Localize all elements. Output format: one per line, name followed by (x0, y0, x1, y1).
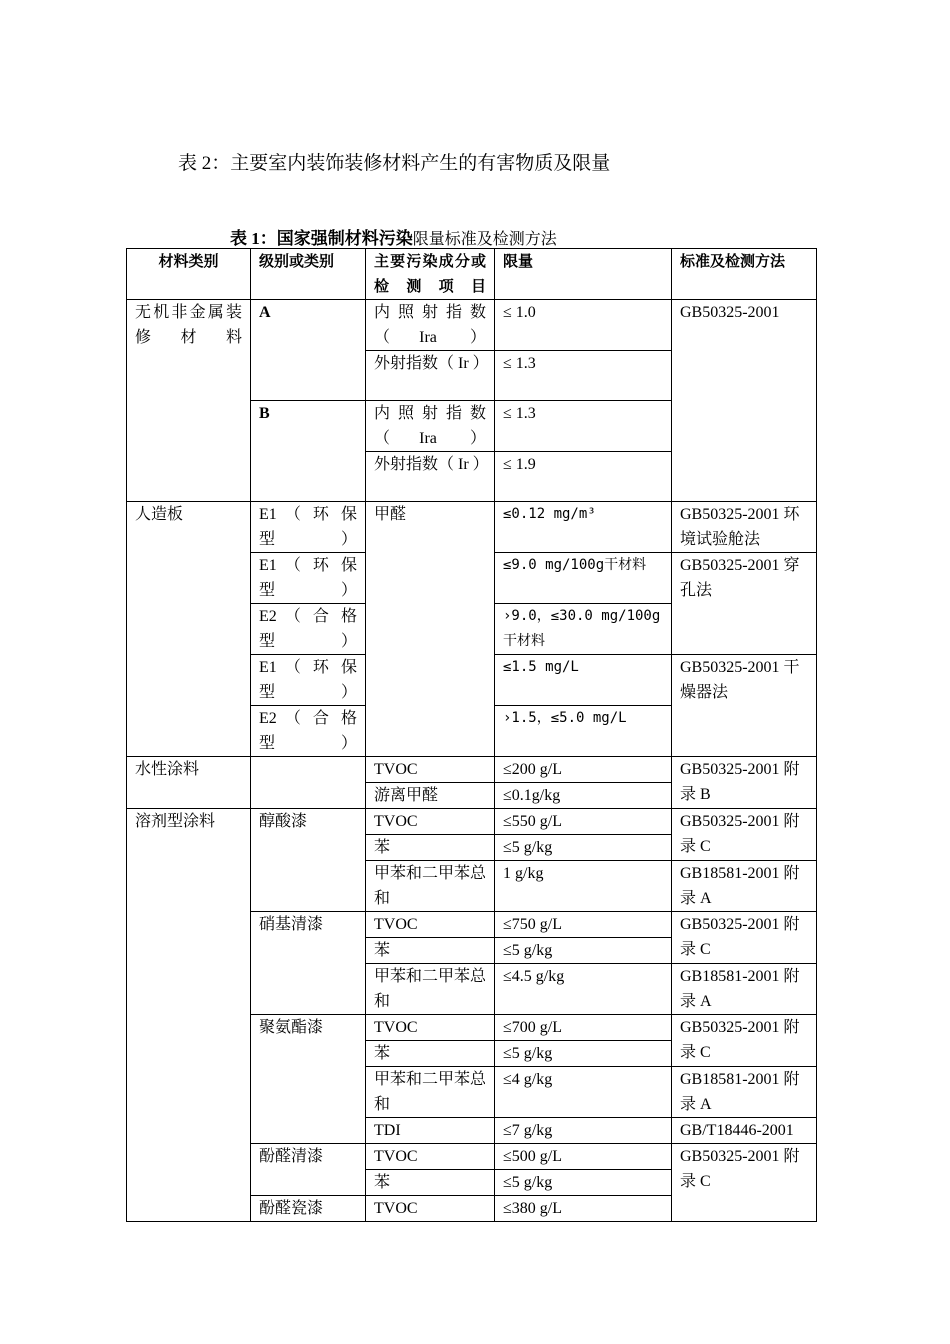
category-cell: 人造板 (127, 502, 251, 757)
caption-bold: 表 1：国家强制材料污染 (230, 229, 413, 248)
limit-cell: ≤1.5 mg/L (495, 655, 672, 706)
standard-cell: GB50325-2001 环境试验舱法 (672, 502, 817, 553)
pollution-limits-table (126, 248, 817, 1222)
table-row (127, 809, 817, 835)
standard-cell: GB50325-2001 (672, 300, 817, 502)
grade-cell: A (251, 300, 366, 401)
limit-cell: ≤ 1.3 (495, 351, 672, 401)
standard-cell: GB18581-2001 附录 A (672, 861, 817, 912)
pollutant-cell: 苯 (366, 1170, 495, 1196)
limit-cell: ≤0.12 mg/m³ (495, 502, 672, 553)
pollutant-cell: TVOC (366, 1015, 495, 1041)
grade-cell: 聚氨酯漆 (251, 1015, 366, 1144)
standard-cell: GB50325-2001 附录 C (672, 912, 817, 964)
standard-cell: GB18581-2001 附录 A (672, 1067, 817, 1118)
category-cell: 溶剂型涂料 (127, 809, 251, 1222)
limit-cell: ≤5 g/kg (495, 938, 672, 964)
limit-cell: ≤9.0 mg/100g干材料 (495, 553, 672, 604)
grade-cell: 醇酸漆 (251, 809, 366, 912)
pollutant-cell: TVOC (366, 809, 495, 835)
limit-cell: ≤4.5 g/kg (495, 964, 672, 1015)
standard-cell: GB50325-2001 附录 C (672, 1015, 817, 1067)
limit-cell: ≤5 g/kg (495, 1170, 672, 1196)
grade-cell: 酚醛清漆 (251, 1144, 366, 1196)
grade-cell: 硝基清漆 (251, 912, 366, 1015)
grade-cell (251, 757, 366, 809)
grade-cell: 酚醛瓷漆 (251, 1196, 366, 1222)
caption-normal: 限量标准及检测方法 (412, 231, 557, 248)
pollutant-cell: 苯 (366, 1041, 495, 1067)
pollutant-cell: TVOC (366, 912, 495, 938)
standard-cell: GB50325-2001 穿孔法 (672, 553, 817, 655)
limit-cell: 1 g/kg (495, 861, 672, 912)
table-caption (230, 224, 557, 249)
header-standard: 标准及检测方法 (672, 249, 817, 300)
category-cell: 无机非金属装修材料 (127, 300, 251, 502)
header-category: 材料类别 (127, 249, 251, 300)
pollutant-cell: 内照射指数（Ira ） (366, 401, 495, 452)
standard-cell: GB18581-2001 附录 A (672, 964, 817, 1015)
limit-cell: ≤7 g/kg (495, 1118, 672, 1144)
limit-cell: ≤5 g/kg (495, 1041, 672, 1067)
pollutant-cell: 甲醛 (366, 502, 495, 757)
limit-cell: ≤380 g/L (495, 1196, 672, 1222)
limit-cell: ≤200 g/L (495, 757, 672, 783)
pollutant-cell: TVOC (366, 757, 495, 783)
pollutant-cell: 游离甲醛 (366, 783, 495, 809)
grade-cell: B (251, 401, 366, 502)
limit-cell: ≤4 g/kg (495, 1067, 672, 1118)
pollutant-cell: 外射指数（ Ir ） (366, 351, 495, 401)
category-cell: 水性涂料 (127, 757, 251, 809)
header-limit: 限量 (495, 249, 672, 300)
limit-cell: ≤750 g/L (495, 912, 672, 938)
standard-cell: GB50325-2001 附录 C (672, 1144, 817, 1222)
pollutant-cell: 甲苯和二甲苯总和 (366, 964, 495, 1015)
standard-cell: GB50325-2001 附录 B (672, 757, 817, 809)
pollutant-cell: 甲苯和二甲苯总和 (366, 1067, 495, 1118)
limit-cell: ≤700 g/L (495, 1015, 672, 1041)
limit-cell: ≤5 g/kg (495, 835, 672, 861)
limit-cell: ≤ 1.0 (495, 300, 672, 351)
pollutant-cell: TVOC (366, 1196, 495, 1222)
table-row (127, 502, 817, 553)
pollutant-cell: 苯 (366, 835, 495, 861)
table-row (127, 757, 817, 783)
pollutant-cell: TDI (366, 1118, 495, 1144)
pollutant-cell: 外射指数（ Ir ） (366, 452, 495, 502)
standard-cell: GB50325-2001 干燥器法 (672, 655, 817, 757)
pollutant-cell: 甲苯和二甲苯总和 (366, 861, 495, 912)
limit-cell: ≤ 1.3 (495, 401, 672, 452)
grade-cell: E2 （ 合 格 型） (251, 706, 366, 757)
grade-cell: E1 （ 环 保 型） (251, 553, 366, 604)
header-pollutant: 主要污染成分或检测项目 (366, 249, 495, 300)
pollutant-cell: 内照射指数（Ira ） (366, 300, 495, 351)
pollutant-cell: TVOC (366, 1144, 495, 1170)
grade-cell: E2 （ 合 格 型） (251, 604, 366, 655)
pollutant-cell: 苯 (366, 938, 495, 964)
header-row (127, 249, 817, 300)
limit-cell: ›1.5，≤5.0 mg/L (495, 706, 672, 757)
header-grade: 级别或类别 (251, 249, 366, 300)
page-heading: 表 2：主要室内装饰装修材料产生的有害物质及限量 (178, 153, 611, 174)
limit-cell: ≤500 g/L (495, 1144, 672, 1170)
standard-cell: GB/T18446-2001 (672, 1118, 817, 1144)
limit-cell: ≤ 1.9 (495, 452, 672, 502)
limit-cell: ≤550 g/L (495, 809, 672, 835)
limit-cell: ≤0.1g/kg (495, 783, 672, 809)
standard-cell: GB50325-2001 附录 C (672, 809, 817, 861)
limit-cell: ›9.0，≤30.0 mg/100g干材料 (495, 604, 672, 655)
grade-cell: E1 （ 环 保 型） (251, 502, 366, 553)
table-row (127, 300, 817, 351)
grade-cell: E1 （ 环 保 型） (251, 655, 366, 706)
